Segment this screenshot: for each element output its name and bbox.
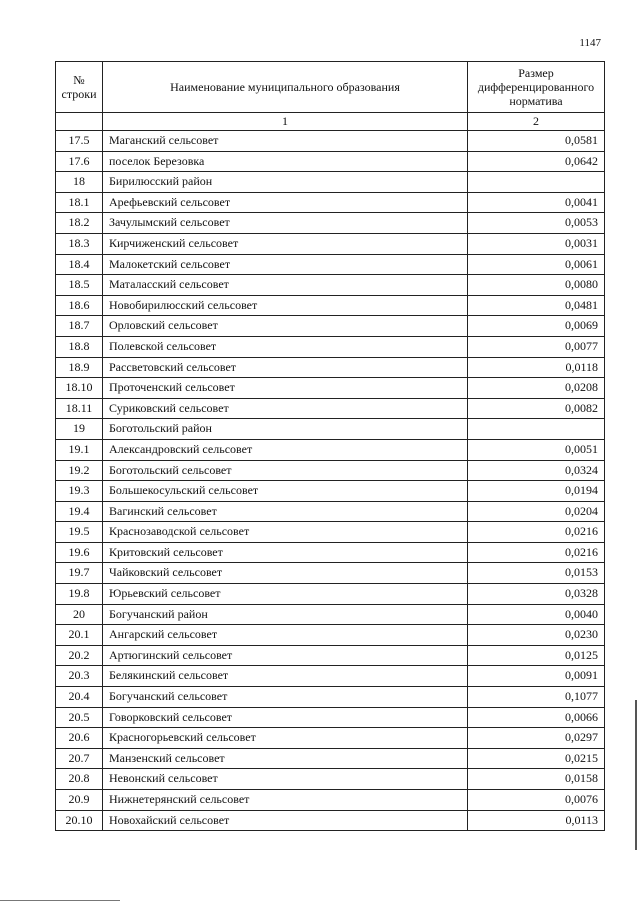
row-number: 18 xyxy=(56,172,103,193)
municipality-name: Манзенский сельсовет xyxy=(103,748,468,769)
municipality-name: Богучанский район xyxy=(103,604,468,625)
municipality-name: Критовский сельсовет xyxy=(103,542,468,563)
row-number: 20.3 xyxy=(56,666,103,687)
row-number: 18.9 xyxy=(56,357,103,378)
municipality-name: Суриковский сельсовет xyxy=(103,398,468,419)
table-row xyxy=(56,728,605,749)
table-row xyxy=(56,666,605,687)
municipality-name: Чайковский сельсовет xyxy=(103,563,468,584)
header-row-number-line: № xyxy=(73,73,85,87)
municipality-name: Новобирилюсский сельсовет xyxy=(103,295,468,316)
normative-value: 0,1077 xyxy=(468,687,605,708)
table-row xyxy=(56,336,605,357)
municipality-name: Маганский сельсовет xyxy=(103,131,468,152)
row-number: 20.8 xyxy=(56,769,103,790)
row-number: 19.6 xyxy=(56,542,103,563)
row-number: 18.6 xyxy=(56,295,103,316)
row-number: 18.10 xyxy=(56,378,103,399)
row-number: 20.10 xyxy=(56,810,103,831)
row-number: 20.4 xyxy=(56,687,103,708)
normative-value: 0,0194 xyxy=(468,481,605,502)
municipality-name: Большекосульский сельсовет xyxy=(103,481,468,502)
normative-value: 0,0230 xyxy=(468,625,605,646)
row-number: 18.5 xyxy=(56,275,103,296)
row-number: 18.7 xyxy=(56,316,103,337)
row-number: 18.11 xyxy=(56,398,103,419)
table-row xyxy=(56,645,605,666)
municipality-name: Арефьевский сельсовет xyxy=(103,192,468,213)
normative-value: 0,0297 xyxy=(468,728,605,749)
row-number: 19.1 xyxy=(56,439,103,460)
municipality-name: поселок Березовка xyxy=(103,151,468,172)
normative-value: 0,0216 xyxy=(468,542,605,563)
row-number: 19.8 xyxy=(56,584,103,605)
municipality-name: Ангарский сельсовет xyxy=(103,625,468,646)
normative-value: 0,0066 xyxy=(468,707,605,728)
municipality-name: Нижнетерянский сельсовет xyxy=(103,790,468,811)
table-row xyxy=(56,233,605,254)
normative-value: 0,0153 xyxy=(468,563,605,584)
normative-value: 0,0069 xyxy=(468,316,605,337)
header-row-number-line: строки xyxy=(61,87,97,101)
normative-value: 0,0324 xyxy=(468,460,605,481)
row-number: 19.2 xyxy=(56,460,103,481)
normative-value: 0,0215 xyxy=(468,748,605,769)
header-normative-size-line: Размер xyxy=(518,66,554,80)
table-row xyxy=(56,192,605,213)
table-row xyxy=(56,584,605,605)
row-number: 17.5 xyxy=(56,131,103,152)
normative-value xyxy=(468,419,605,440)
normative-value: 0,0040 xyxy=(468,604,605,625)
row-number: 20.2 xyxy=(56,645,103,666)
row-number: 17.6 xyxy=(56,151,103,172)
normative-value: 0,0080 xyxy=(468,275,605,296)
municipality-name: Белякинский сельсовет xyxy=(103,666,468,687)
municipality-name: Бирилюсский район xyxy=(103,172,468,193)
normative-value: 0,0031 xyxy=(468,233,605,254)
normative-value: 0,0208 xyxy=(468,378,605,399)
municipality-name: Кирчиженский сельсовет xyxy=(103,233,468,254)
table-row xyxy=(56,790,605,811)
table-row xyxy=(56,810,605,831)
table-row xyxy=(56,563,605,584)
table-row xyxy=(56,378,605,399)
table-row xyxy=(56,460,605,481)
normative-value: 0,0642 xyxy=(468,151,605,172)
municipality-name: Орловский сельсовет xyxy=(103,316,468,337)
table-row xyxy=(56,213,605,234)
table-row xyxy=(56,275,605,296)
normative-value: 0,0216 xyxy=(468,522,605,543)
table-row xyxy=(56,439,605,460)
table-row xyxy=(56,687,605,708)
table-row xyxy=(56,254,605,275)
row-number: 20.7 xyxy=(56,748,103,769)
municipality-name: Александровский сельсовет xyxy=(103,439,468,460)
table-row xyxy=(56,625,605,646)
normative-value: 0,0481 xyxy=(468,295,605,316)
municipality-name: Рассветовский сельсовет xyxy=(103,357,468,378)
header-row-number xyxy=(56,62,103,113)
normative-value: 0,0328 xyxy=(468,584,605,605)
municipality-name: Полевской сельсовет xyxy=(103,336,468,357)
row-number: 19.3 xyxy=(56,481,103,502)
normative-value xyxy=(468,172,605,193)
normative-value: 0,0041 xyxy=(468,192,605,213)
header-municipality-name: Наименование муниципального образования xyxy=(103,62,468,113)
column-number-empty xyxy=(56,113,103,131)
municipality-name: Красногорьевский сельсовет xyxy=(103,728,468,749)
normative-value: 0,0581 xyxy=(468,131,605,152)
municipality-name: Юрьевский сельсовет xyxy=(103,584,468,605)
row-number: 19.5 xyxy=(56,522,103,543)
table-row xyxy=(56,398,605,419)
row-number: 19.4 xyxy=(56,501,103,522)
normative-value: 0,0158 xyxy=(468,769,605,790)
table-row xyxy=(56,748,605,769)
municipality-name: Проточенский сельсовет xyxy=(103,378,468,399)
table-body xyxy=(56,131,605,831)
normative-value: 0,0091 xyxy=(468,666,605,687)
normative-value: 0,0113 xyxy=(468,810,605,831)
municipality-name: Боготольский район xyxy=(103,419,468,440)
table-row xyxy=(56,522,605,543)
row-number: 19 xyxy=(56,419,103,440)
table-row xyxy=(56,769,605,790)
row-number: 18.3 xyxy=(56,233,103,254)
normative-value: 0,0077 xyxy=(468,336,605,357)
header-normative-size xyxy=(468,62,605,113)
municipality-name: Вагинский сельсовет xyxy=(103,501,468,522)
scan-edge-mark xyxy=(0,900,120,901)
normative-value: 0,0125 xyxy=(468,645,605,666)
table-row xyxy=(56,481,605,502)
municipality-name: Боготольский сельсовет xyxy=(103,460,468,481)
column-number: 2 xyxy=(468,113,605,131)
normative-value: 0,0076 xyxy=(468,790,605,811)
table-row xyxy=(56,604,605,625)
row-number: 20.6 xyxy=(56,728,103,749)
row-number: 18.4 xyxy=(56,254,103,275)
header-normative-size-line: дифференцированного xyxy=(477,80,595,94)
row-number: 20.1 xyxy=(56,625,103,646)
table-row xyxy=(56,316,605,337)
table-row xyxy=(56,419,605,440)
normative-value: 0,0051 xyxy=(468,439,605,460)
normative-value: 0,0082 xyxy=(468,398,605,419)
row-number: 19.7 xyxy=(56,563,103,584)
table-row xyxy=(56,501,605,522)
municipality-name: Краснозаводской сельсовет xyxy=(103,522,468,543)
table-row xyxy=(56,131,605,152)
municipality-name: Богучанский сельсовет xyxy=(103,687,468,708)
column-number-row xyxy=(56,113,605,131)
table-row xyxy=(56,357,605,378)
header-normative-size-line: норматива xyxy=(509,94,563,108)
municipality-name: Маталасский сельсовет xyxy=(103,275,468,296)
table-row xyxy=(56,295,605,316)
municipality-name: Малокетский сельсовет xyxy=(103,254,468,275)
table-header-row xyxy=(56,62,605,113)
page-number: 1147 xyxy=(579,37,601,49)
row-number: 20.5 xyxy=(56,707,103,728)
normative-value: 0,0204 xyxy=(468,501,605,522)
row-number: 18.8 xyxy=(56,336,103,357)
column-number: 1 xyxy=(103,113,468,131)
municipality-name: Невонский сельсовет xyxy=(103,769,468,790)
row-number: 18.2 xyxy=(56,213,103,234)
municipality-name: Зачулымский сельсовет xyxy=(103,213,468,234)
normative-table xyxy=(55,61,605,831)
row-number: 20 xyxy=(56,604,103,625)
municipality-name: Новохайский сельсовет xyxy=(103,810,468,831)
normative-value: 0,0118 xyxy=(468,357,605,378)
table-row xyxy=(56,172,605,193)
row-number: 18.1 xyxy=(56,192,103,213)
municipality-name: Говорковский сельсовет xyxy=(103,707,468,728)
normative-value: 0,0053 xyxy=(468,213,605,234)
row-number: 20.9 xyxy=(56,790,103,811)
table-row xyxy=(56,542,605,563)
scan-edge-mark xyxy=(635,700,637,850)
municipality-name: Артюгинский сельсовет xyxy=(103,645,468,666)
normative-value: 0,0061 xyxy=(468,254,605,275)
table-row xyxy=(56,707,605,728)
table-row xyxy=(56,151,605,172)
